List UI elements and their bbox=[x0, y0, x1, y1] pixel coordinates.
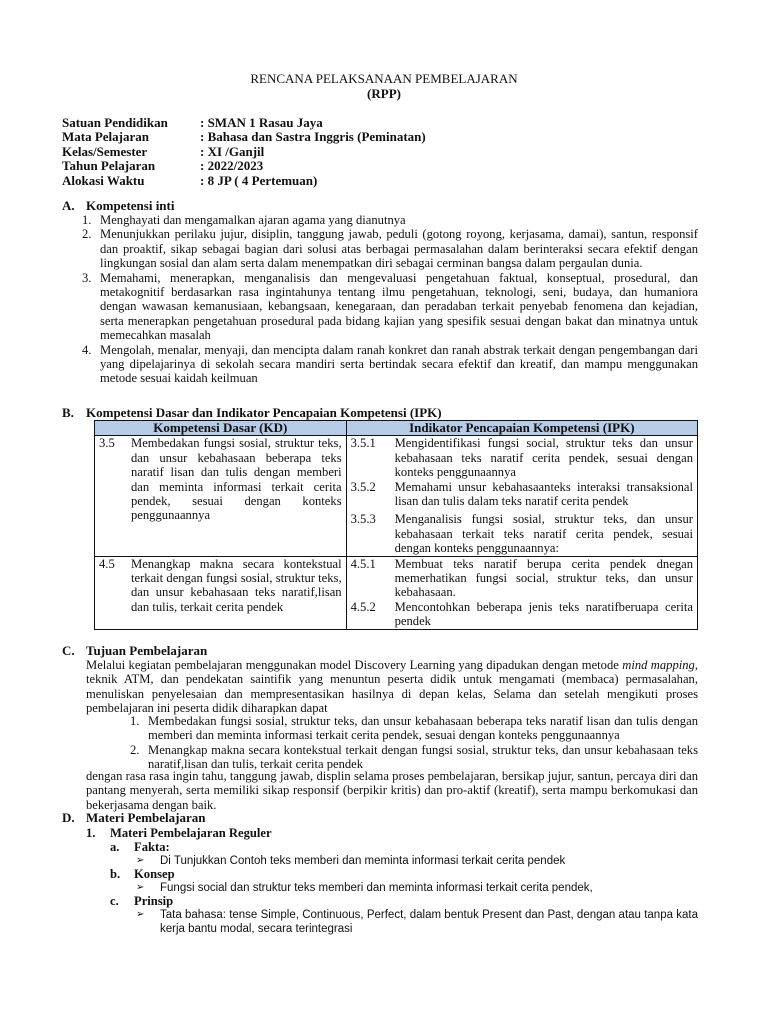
section-b-heading: B. Kompetensi Dasar dan Indikator Pencapaian Kompetensi (IPK) bbox=[62, 405, 442, 420]
tujuan-intro-paragraph: Melalui kegiatan pembelajaran menggunakan model Discovery Learning yang dipadukan dengan metode mind mapping, teknik ATM, dan pendekatan saintifik yang menuntun peserta didik untuk mengamati (membaca) permasalahan, menuliskan penyelesaian dan mempresentasikan hasilnya di depan kelas, Selama dan setelah mengikuti proses pembelajaran ini peserta didik diharapkan dapat bbox=[86, 658, 698, 716]
meta-row: Kelas/Semester : XI /Ganjil bbox=[62, 143, 265, 159]
tujuan-list bbox=[130, 714, 698, 772]
ipk-cell: 3.5.1 Mengidentifikasi fungsi social, struktur teks dan unsur kebahasaan teks naratif cerita pendek, sesuai dengan konteks penggunaannya 3.5.2 Memahami unsur kebahasaanteks interaksi transaksional lisan dan tulis dalam teks naratif cerita pendek 3.5.3 Menganalisis fungsi sosial, struktur teks, dan unsur kebahasaan terkait teks naratif cerita pendek, sesuai dengan konteks penggunaannya: bbox=[346, 436, 697, 556]
table-row bbox=[95, 436, 698, 556]
list-item: 3. Memahami, menerapkan, menganalisis dan mengevaluasi pengetahuan faktual, konseptual, prosedural, dan metakognitif berdasarkan rasa ingintahunya tentang ilmu pengetahuan, teknologi, seni, budaya, dan humaniora dengan wawasan kemanusiaan, kebangsaan, kenegaraan, dan peradaban terkait penyebab fenomena dan kejadian, serta menerapkan pengetahuan prosedural pada bidang kajian yang spesifik sesuai dengan bakat dan minatnya untuk memecahkan masalah bbox=[82, 270, 698, 343]
list-item: 1. Menghayati dan mengamalkan ajaran agama yang dianutnya bbox=[82, 213, 406, 227]
table-header-ipk: Indikator Pencapaian Kompetensi (IPK) bbox=[346, 421, 697, 436]
kd-ipk-table bbox=[94, 420, 698, 630]
arrow-bullet-icon: ➢ bbox=[136, 909, 145, 920]
arrow-bullet-icon: ➢ bbox=[136, 855, 145, 866]
konsep-bullet: ➢ Fungsi social dan struktur teks memberi dan meminta informasi terkait cerita pendek, bbox=[136, 882, 593, 894]
section-a-heading: A. Kompetensi inti bbox=[62, 198, 175, 213]
table-row bbox=[95, 556, 698, 629]
table-header-kd: Kompetensi Dasar (KD) bbox=[95, 421, 347, 436]
meta-row: Satuan Pendidikan : SMAN 1 Rasau Jaya bbox=[62, 115, 323, 130]
fakta-label: a. Fakta: bbox=[110, 840, 170, 854]
kompetensi-inti-list bbox=[82, 213, 698, 386]
section-d-heading: D. Materi Pembelajaran bbox=[62, 810, 206, 825]
prinsip-label: c. Prinsip bbox=[110, 894, 174, 908]
fakta-bullet: ➢ Di Tunjukkan Contoh teks memberi dan meminta informasi terkait cerita pendek bbox=[136, 855, 566, 867]
ipk-cell: 4.5.1 Membuat teks naratif berupa cerita pendek dnegan memerhatikan fungsi social, struktur teks, dan unsur kebahasaan. 4.5.2 Mencontohkan beberapa jenis teks naratifberuapa cerita pendek bbox=[346, 556, 697, 629]
kd-cell: 3.5 Membedakan fungsi sosial, struktur teks, dan unsur kebahasaan beberapa teks naratif lisan dan tulis dengan memberi dan meminta informasi terkait cerita pendek, sesuai dengan konteks penggunaannya bbox=[95, 436, 347, 556]
meta-row: Tahun Pelajaran : 2022/2023 bbox=[62, 158, 264, 174]
meta-row: Alokasi Waktu : 8 JP ( 4 Pertemuan) bbox=[62, 172, 318, 188]
table-header-row bbox=[95, 421, 698, 436]
konsep-label: b. Konsep bbox=[110, 867, 175, 881]
section-c-heading: C. Tujuan Pembelajaran bbox=[62, 643, 208, 658]
kd-cell: 4.5 Menangkap makna secara kontekstual terkait dengan fungsi sosial, struktur teks, dan unsur kebahasaan teks naratif,lisan dan tulis, terkait cerita pendek bbox=[95, 556, 347, 629]
meta-row: Mata Pelajaran : Bahasa dan Sastra Inggris (Peminatan) bbox=[62, 129, 426, 145]
list-item: 2. Menunjukkan perilaku jujur, disiplin, tanggung jawab, peduli (gotong royong, kerjasama, damai), santun, responsif dan proaktif, sikap sebagai bagian dari solusi atas berbagai permasalahan dalam berinteraksi secara efektif dengan lingkungan sosial dan alam serta dalam menempatkan diri sebagai cerminan bangsa dalam pergaulan dunia. bbox=[82, 227, 698, 271]
document-title: RENCANA PELAKSANAAN PEMBELAJARAN bbox=[250, 71, 518, 86]
arrow-bullet-icon: ➢ bbox=[136, 882, 145, 893]
tujuan-closing-paragraph: dengan rasa rasa ingin tahu, tanggung jawab, displin selama proses pembelajaran, bersikap jujur, santun, percaya diri dan pantang menyerah, serta memiliki sikap responsif (berpikir kritis) dan pro-aktif (kreatif), serta mampu berkomukasi dan bekerjasama dengan baik. bbox=[86, 769, 698, 812]
list-item: 2. Menangkap makna secara kontekstual terkait dengan fungsi sosial, struktur teks, dan unsur kebahasaan teks naratif,lisan dan tulis, terkait cerita pendek bbox=[130, 742, 698, 772]
materi-reguler-heading: 1. Materi Pembelajaran Reguler bbox=[86, 826, 272, 840]
document-subtitle: (RPP) bbox=[367, 86, 401, 101]
prinsip-bullet: ➢ Tata bahasa: tense Simple, Continuous, Perfect, dalam bentuk Present dan Past, dengan atau tanpa kata kerja bantu modal, secara terintegrasi bbox=[136, 909, 698, 936]
list-item: 4. Mengolah, menalar, menyaji, dan mencipta dalam ranah konkret dan ranah abstrak terkait dengan pengembangan dari yang dipelajarinya di sekolah secara mandiri serta bertindak secara efektif dan kreatif, dan mampu menggunakan metode sesuai kaidah keilmuan bbox=[82, 342, 698, 386]
metadata-block bbox=[62, 116, 426, 188]
list-item: 1. Membedakan fungsi sosial, struktur teks, dan unsur kebahasaan beberapa teks naratif lisan dan tulis dengan memberi dan meminta informasi terkait cerita pendek, sesuai dengan konteks penggunaannya bbox=[130, 714, 698, 743]
